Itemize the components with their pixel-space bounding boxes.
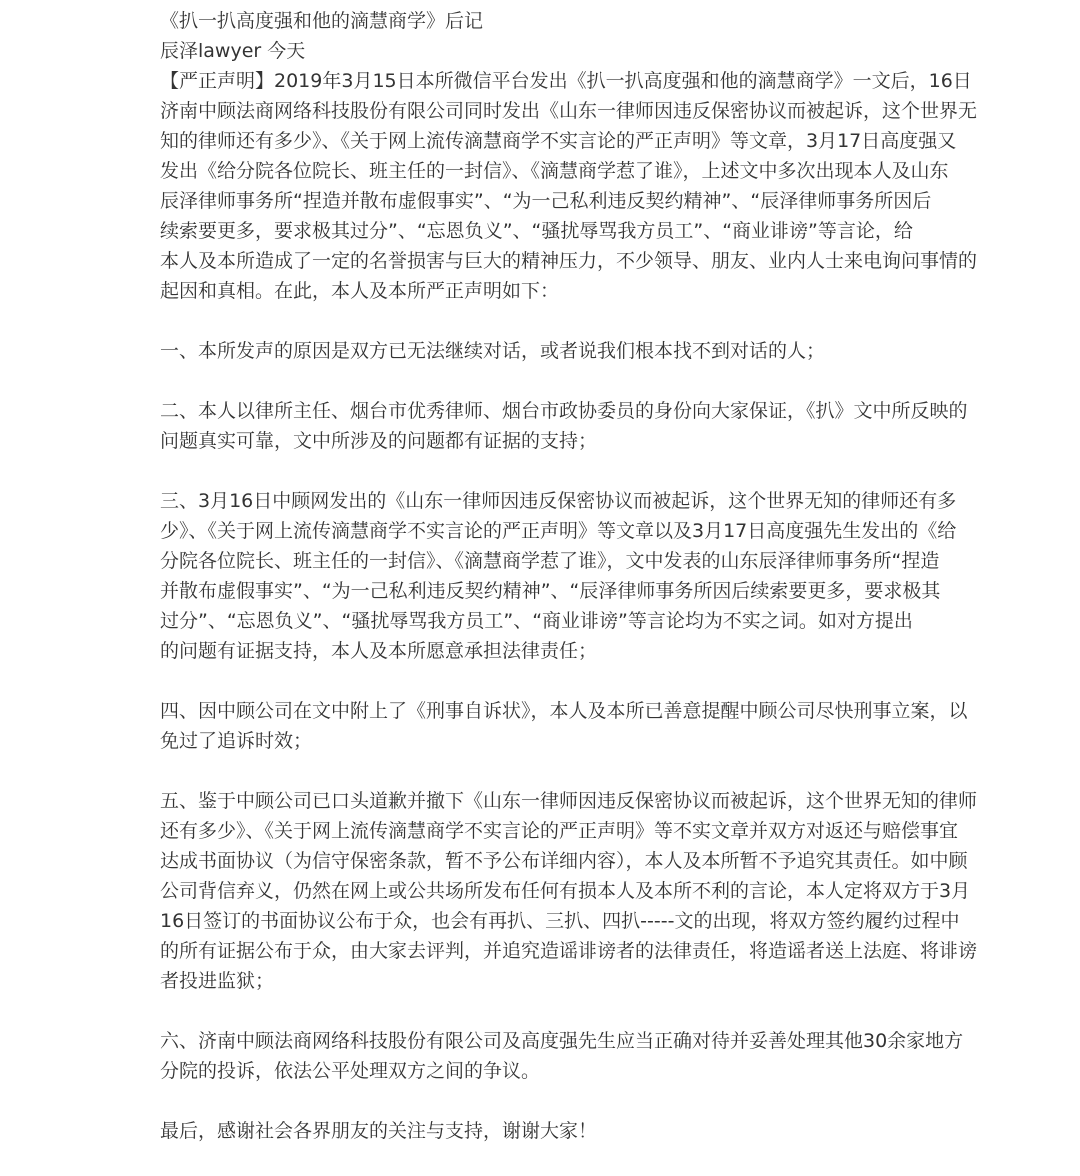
paragraph-line: 者投进监狱； xyxy=(160,970,275,992)
paragraph-line: 续索要更多，要求极其过分”、“忘恩负义”、“骚扰辱骂我方员工”、“商业诽谤”等言论，给 xyxy=(160,220,913,242)
paragraph-point-3 xyxy=(160,486,960,666)
paragraph-line: 二、本人以律所主任、烟台市优秀律师、烟台市政协委员的身份向大家保证，《扒》文中所反映的 xyxy=(160,400,968,422)
paragraph-statement-intro xyxy=(160,66,978,306)
paragraph-line: 公司背信弃义，仍然在网上或公共场所发布任何有损本人及本所不利的言论，本人定将双方于3月 xyxy=(160,880,971,902)
paragraph-line: 最后，感谢社会各界朋友的关注与支持，谢谢大家！ xyxy=(160,1120,598,1142)
paragraph-point-4 xyxy=(160,696,968,756)
paragraph-line: 16日签订的书面协议公布于众，也会有再扒、三扒、四扒-----文的出现，将双方签约履约过程中 xyxy=(160,910,960,932)
paragraph-line: 的所有证据公布于众，由大家去评判，并追究造谣诽谤者的法律责任，将造谣者送上法庭、将诽谤 xyxy=(160,940,978,962)
article-title: 《扒一扒高度强和他的滴慧商学》后记 xyxy=(160,10,484,32)
paragraph-line: 达成书面协议（为信守保密条款，暂不予公布详细内容），本人及本所暂不予追究其责任。如中顾 xyxy=(160,850,968,872)
paragraph-line: 知的律师还有多少》、《关于网上流传滴慧商学不实言论的严正声明》等文章，3月17日高度强又 xyxy=(160,130,957,152)
paragraph-line: 免过了追诉时效； xyxy=(160,730,313,752)
paragraph-line: 过分”、“忘恩负义”、“骚扰辱骂我方员工”、“商业诽谤”等言论均为不实之词。如对方提出 xyxy=(160,610,913,632)
paragraph-point-6 xyxy=(160,1026,964,1086)
paragraph-point-1 xyxy=(160,336,960,366)
paragraph-point-2 xyxy=(160,396,968,456)
paragraph-line: 三、3月16日中顾网发出的《山东一律师因违反保密协议而被起诉，这个世界无知的律师还有多 xyxy=(160,490,957,512)
paragraph-line: 一、本所发声的原因是双方已无法继续对话，或者说我们根本找不到对话的人； xyxy=(160,340,826,362)
paragraph-line: 的问题有证据支持，本人及本所愿意承担法律责任； xyxy=(160,640,598,662)
paragraph-line: 少》、《关于网上流传滴慧商学不实言论的严正声明》等文章以及3月17日高度强先生发出的《给 xyxy=(160,520,957,542)
paragraph-line: 本人及本所造成了一定的名誉损害与巨大的精神压力，不少领导、朋友、业内人士来电询问事情的 xyxy=(160,250,978,272)
paragraph-line: 分院的投诉，依法公平处理双方之间的争议。 xyxy=(160,1060,541,1082)
paragraph-line: 并散布虚假事实”、“为一己私利违反契约精神”、“辰泽律师事务所因后续索要更多，要求极其 xyxy=(160,580,941,602)
paragraph-closing xyxy=(160,1116,960,1146)
paragraph-line: 还有多少》、《关于网上流传滴慧商学不实言论的严正声明》等不实文章并双方对返还与赔偿事宜 xyxy=(160,820,959,842)
article-header xyxy=(160,6,960,66)
paragraph-line: 起因和真相。在此，本人及本所严正声明如下： xyxy=(160,280,560,302)
paragraph-line: 辰泽律师事务所“捏造并散布虚假事实”、“为一己私利违反契约精神”、“辰泽律师事务所因后 xyxy=(160,190,932,212)
paragraph-line: 济南中顾法商网络科技股份有限公司同时发出《山东一律师因违反保密协议而被起诉，这个世界无 xyxy=(160,100,978,122)
paragraph-line: 问题真实可靠，文中所涉及的问题都有证据的支持； xyxy=(160,430,598,452)
paragraph-point-5 xyxy=(160,786,978,996)
article-body xyxy=(160,6,978,1176)
paragraph-line: 六、济南中顾法商网络科技股份有限公司及高度强先生应当正确对待并妥善处理其他30余家地方 xyxy=(160,1030,964,1052)
author-date-line: 辰泽lawyer 今天 xyxy=(160,40,306,62)
paragraph-line: 【严正声明】2019年3月15日本所微信平台发出《扒一扒高度强和他的滴慧商学》一文后，16日 xyxy=(160,70,972,92)
paragraph-line: 五、鉴于中顾公司已口头道歉并撤下《山东一律师因违反保密协议而被起诉，这个世界无知的律师 xyxy=(160,790,978,812)
paragraph-line: 分院各位院长、班主任的一封信》、《滴慧商学惹了谁》，文中发表的山东辰泽律师事务所“捏造 xyxy=(160,550,940,572)
paragraph-line: 发出《给分院各位院长、班主任的一封信》、《滴慧商学惹了谁》，上述文中多次出现本人及山东 xyxy=(160,160,949,182)
paragraph-line: 四、因中顾公司在文中附上了《刑事自诉状》，本人及本所已善意提醒中顾公司尽快刑事立案，以 xyxy=(160,700,968,722)
